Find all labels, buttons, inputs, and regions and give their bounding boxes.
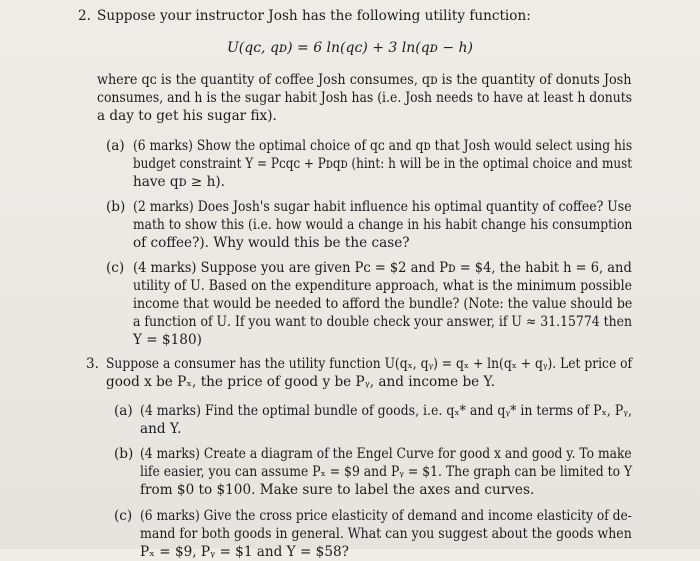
q2-part-b-line-3: of coffee?). Why would this be the case? [133,235,410,251]
q3-intro-line-1: Suppose a consumer has the utility function U(qₓ, qᵧ) = qₓ + ln(qₓ + qᵧ). Let price of [106,356,633,372]
q3-part-b-line-1: (4 marks) Create a diagram of the Engel Curve for good x and good y. To make [140,446,632,462]
q3-part-a-label: (a) [114,403,133,419]
question-2-number: 2. [78,8,91,24]
q3-part-c-line-1: (6 marks) Give the cross price elasticity of demand and income elasticity of de- [140,508,632,524]
q2-part-a-line-1: (6 marks) Show the optimal choice of qᴄ and qᴅ that Josh would select using his [133,138,633,154]
q2-part-a-line-3: have qᴅ ≥ h). [133,174,225,190]
q2-part-c-line-4: a function of Ū. If you want to double check your answer, if Ū ≈ 31.15774 then [133,314,633,330]
q2-desc-line-3: a day to get his sugar fix). [97,108,277,124]
q3-intro-line-2: good x be Pₓ, the price of good y be Pᵧ, and income be Y. [106,374,496,390]
question-2-intro: Suppose your instructor Josh has the following utility function: [97,8,531,24]
q3-part-c-line-2: mand for both goods in general. What can you suggest about the goods when [140,526,632,542]
q3-part-c-label: (c) [114,508,133,524]
utility-equation: U(qᴄ, qᴅ) = 6 ln(qᴄ) + 3 ln(qᴅ − h) [226,40,473,56]
q3-part-c-line-3: Pₓ = $9, Pᵧ = $1 and Y = $58? [140,544,349,560]
q2-part-b-line-2: math to show this (i.e. how would a change in his habit change his consumption [133,217,633,233]
q3-part-a-line-1: (4 marks) Find the optimal bundle of goods, i.e. qₓ* and qᵧ* in terms of Pₓ, Pᵧ, [140,403,632,419]
q3-part-b-line-2: life easier, you can assume Pₓ = $9 and Pᵧ = $1. The graph can be limited to Y [140,464,633,480]
q2-part-c-line-2: utility of Ū. Based on the expenditure approach, what is the minimum possible [133,278,633,294]
q2-part-c-line-5: Y = $180) [133,332,202,348]
q3-part-b-label: (b) [114,446,134,462]
q3-part-b-line-3: from $0 to $100. Make sure to label the axes and curves. [140,482,535,498]
q2-part-c-line-3: income that would be needed to afford the bundle? (Note: the value should be [133,296,633,312]
q2-part-c-line-1: (4 marks) Suppose you are given Pᴄ = $2 and Pᴅ = $4, the habit h = 6, and [133,260,632,276]
q2-desc-line-1: where qᴄ is the quantity of coffee Josh consumes, qᴅ is the quantity of donuts Josh [97,72,632,88]
question-3-number: 3. [86,356,99,372]
q2-part-a-label: (a) [106,138,125,154]
q2-desc-line-2: consumes, and h is the sugar habit Josh has (i.e. Josh needs to have at least h donuts [97,90,633,106]
q2-part-b-label: (b) [106,199,126,215]
q3-part-a-line-2: and Y. [140,421,182,437]
q2-part-b-line-1: (2 marks) Does Josh's sugar habit influence his optimal quantity of coffee? Use [133,199,632,215]
q2-part-c-label: (c) [106,260,125,276]
q2-part-a-line-2: budget constraint Y = Pᴄqᴄ + Pᴅqᴅ (hint: h will be in the optimal choice and must [133,156,633,172]
